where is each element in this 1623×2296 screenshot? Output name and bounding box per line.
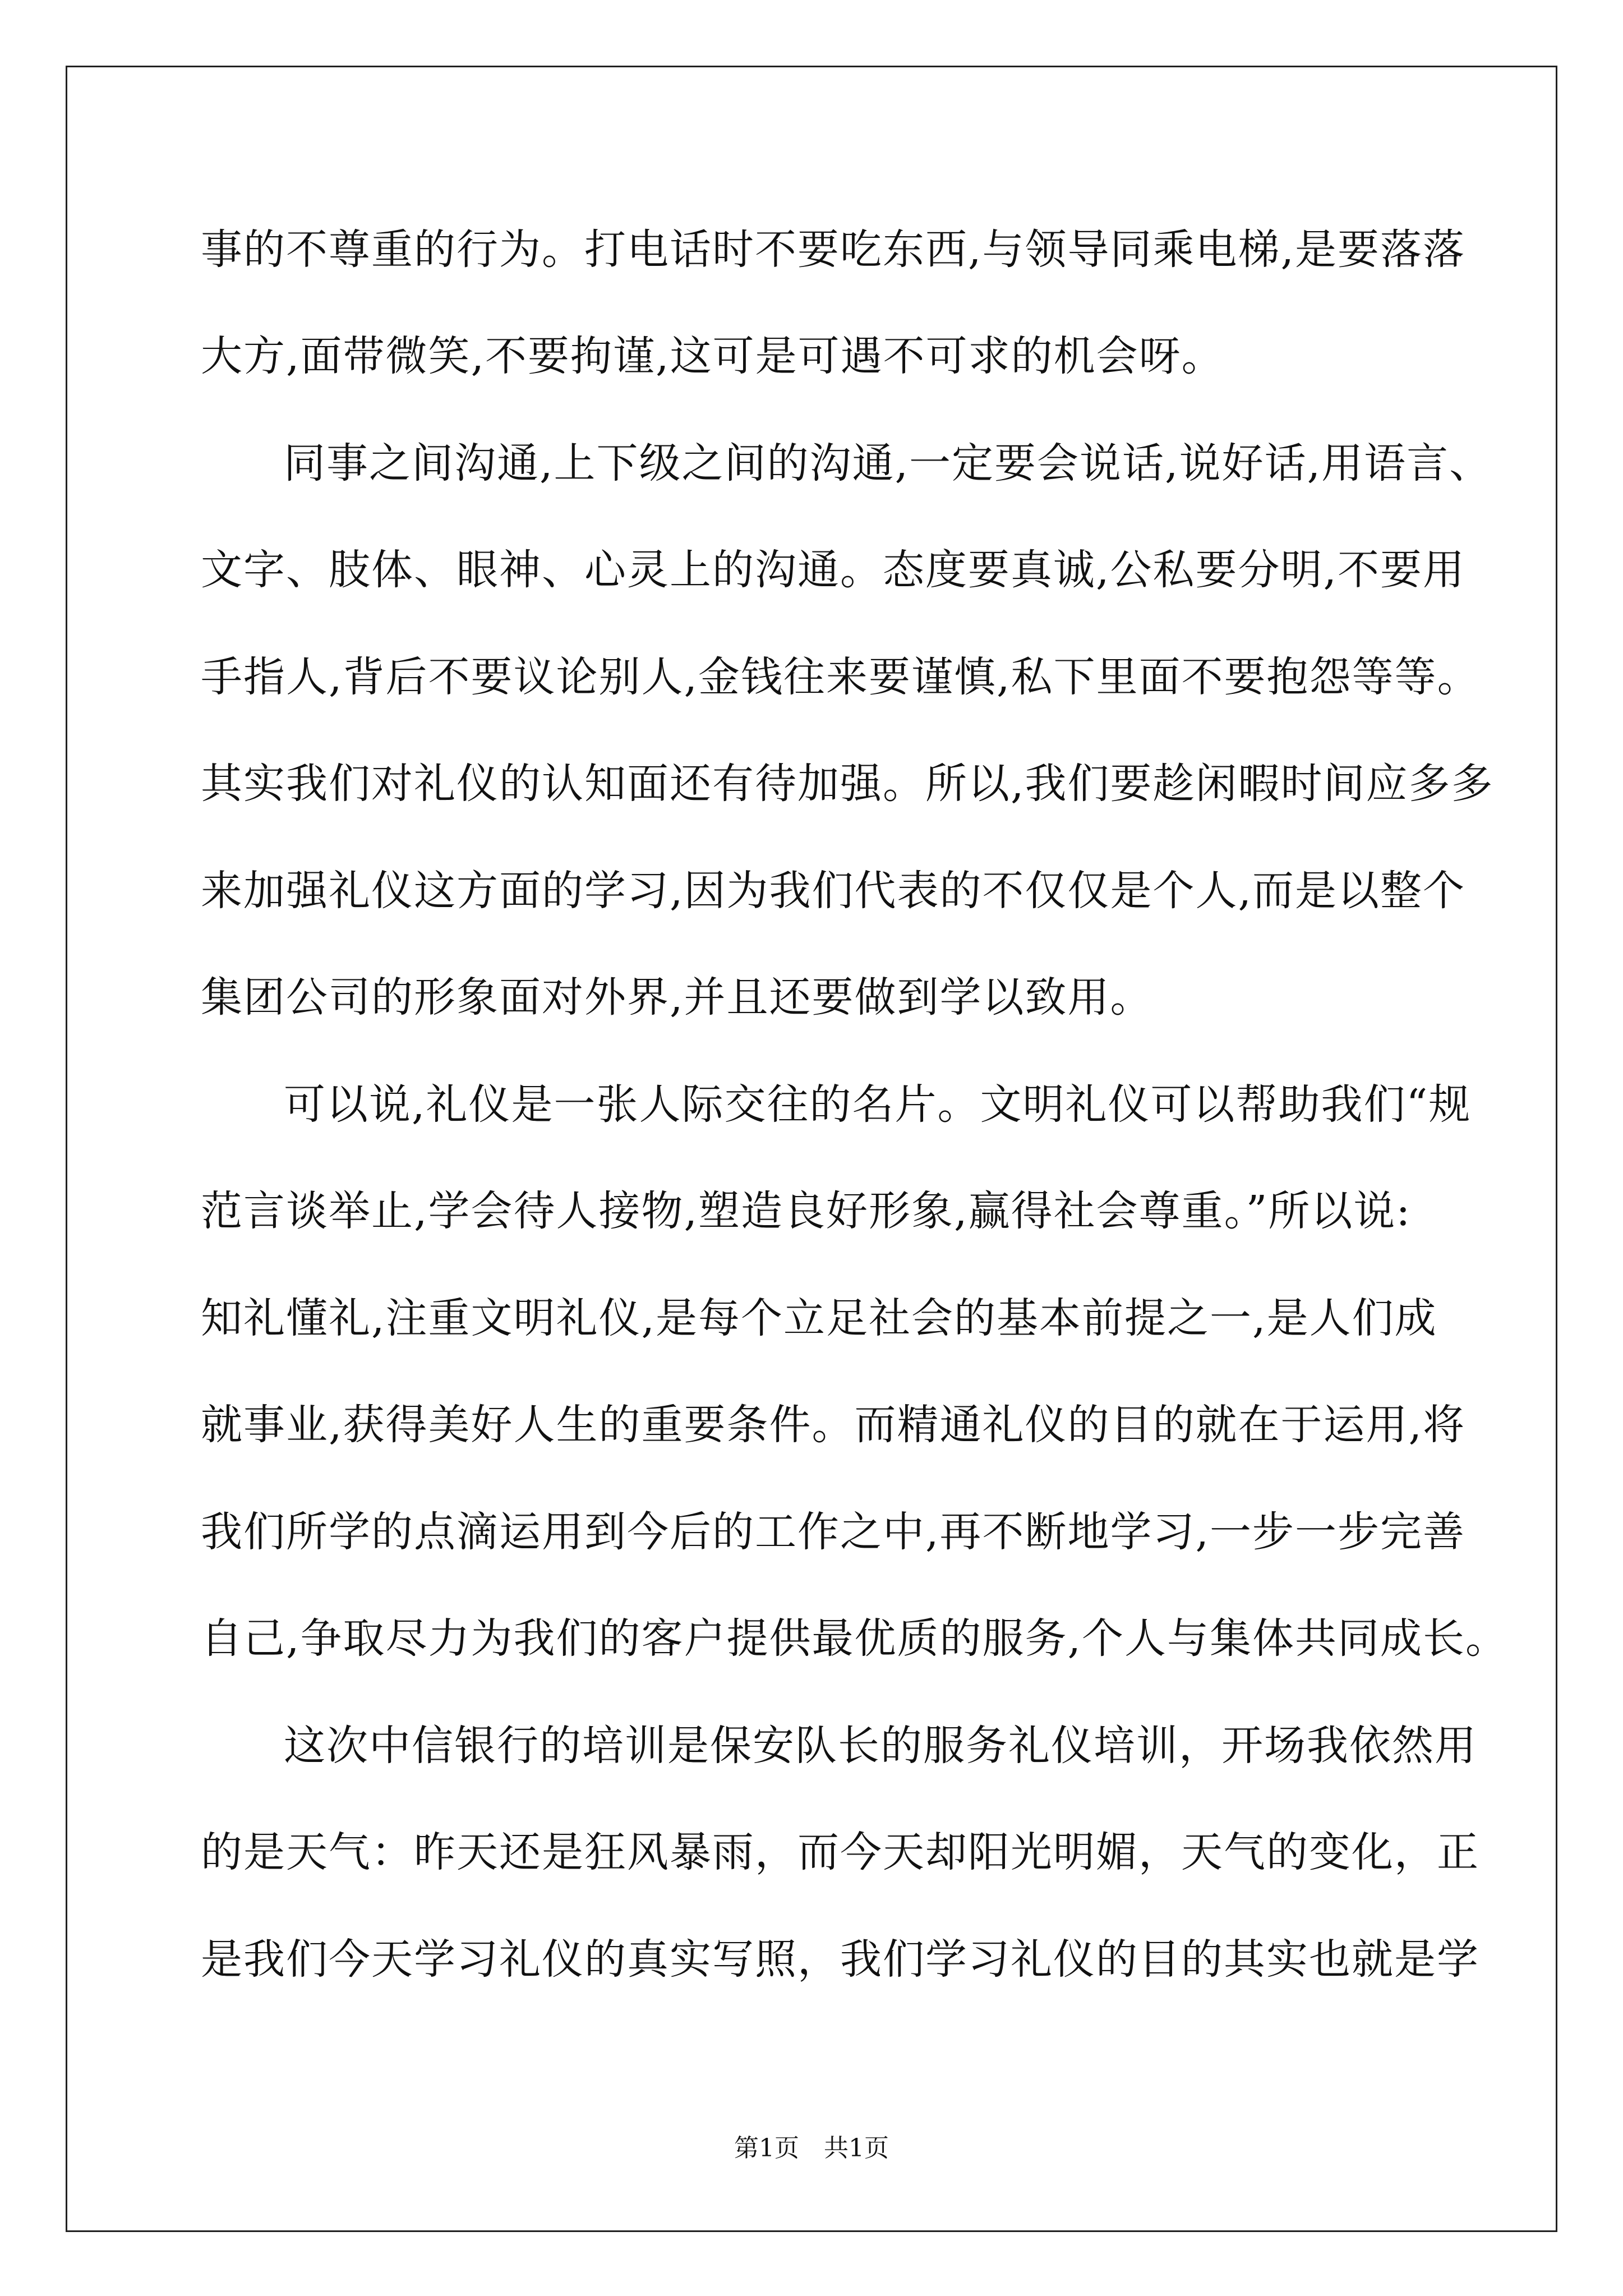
text-line: 大方,面带微笑,不要拘谨,这可是可遇不可求的机会呀。 [201, 332, 1224, 380]
text-line: 文字、肢体、眼神、心灵上的沟通。态度要真诚,公私要分明,不要用 [201, 546, 1466, 594]
text-line: 我们所学的点滴运用到今后的工作之中,再不断地学习,一步一步完善 [201, 1508, 1466, 1556]
page-border [66, 66, 1557, 2232]
text-line: 范言谈举止,学会待人接物,塑造良好形象,赢得社会尊重。”所以说: [201, 1187, 1412, 1235]
text-line: 事的不尊重的行为。打电话时不要吃东西,与领导同乘电梯,是要落落 [201, 226, 1466, 274]
text-line: 其实我们对礼仪的认知面还有待加强。所以,我们要趁闲暇时间应多多 [201, 760, 1494, 808]
text-line: 就事业,获得美好人生的重要条件。而精通礼仪的目的就在于运用,将 [201, 1401, 1466, 1449]
text-line: 的是天气：昨天还是狂风暴雨，而今天却阳光明媚，天气的变化，正 [201, 1828, 1479, 1876]
paragraph-start-line: 同事之间沟通,上下级之间的沟通,一定要会说话,说好话,用语言、 [284, 439, 1492, 487]
text-line: 来加强礼仪这方面的学习,因为我们代表的不仅仅是个人,而是以整个 [201, 867, 1466, 915]
paragraph-start-line: 这次中信银行的培训是保安队长的服务礼仪培训，开场我依然用 [284, 1722, 1477, 1770]
text-line: 集团公司的形象面对外界,并且还要做到学以致用。 [201, 973, 1153, 1022]
text-line: 是我们今天学习礼仪的真实写照，我们学习礼仪的目的其实也就是学 [201, 1935, 1479, 1984]
text-line: 手指人,背后不要议论别人,金钱往来要谨慎,私下里面不要抱怨等等。 [201, 653, 1480, 701]
text-line: 自己,争取尽力为我们的客户提供最优质的服务,个人与集体共同成长。 [201, 1614, 1509, 1663]
text-line: 知礼懂礼,注重文明礼仪,是每个立足社会的基本前提之一,是人们成 [201, 1294, 1437, 1342]
page-footer: 第1页 共1页 [734, 2134, 889, 2162]
paragraph-start-line: 可以说,礼仪是一张人际交往的名片。文明礼仪可以帮助我们“规 [284, 1080, 1472, 1129]
